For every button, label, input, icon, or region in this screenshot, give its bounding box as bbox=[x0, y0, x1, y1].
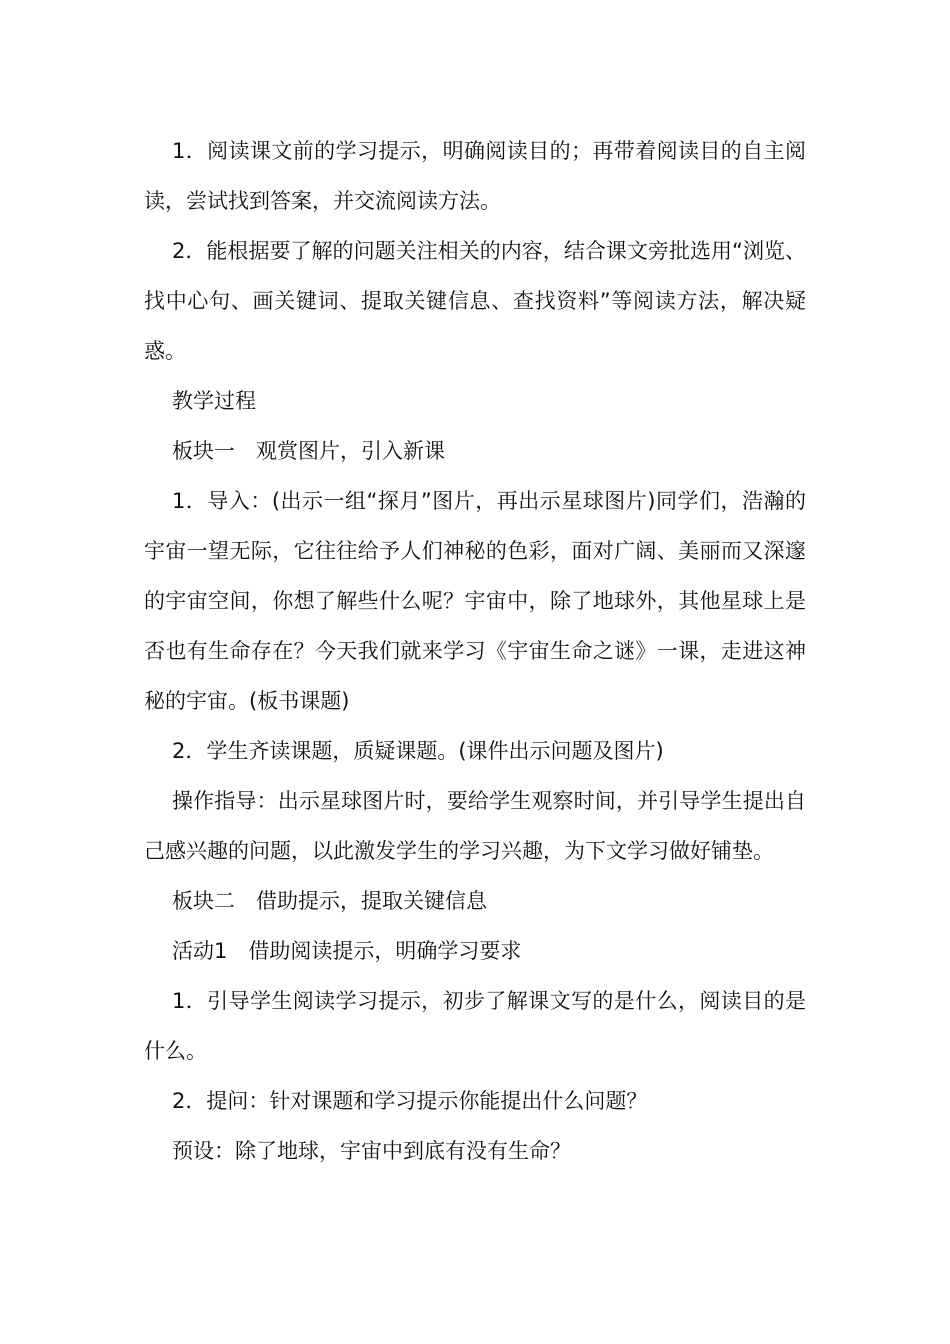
objective-paragraph-2: 2．能根据要了解的问题关注相关的内容，结合课文旁批选用“浏览、找中心句、画关键词、提取关键信息、查找资料”等阅读方法，解决疑惑。 bbox=[144, 239, 806, 363]
module-heading-2: 板块二 借助提示，提取关键信息 bbox=[172, 889, 487, 913]
read-title-paragraph: 2．学生齐读课题，质疑课题。(课件出示问题及图片) bbox=[172, 739, 664, 763]
intro-paragraph: 1．导入：(出示一组“探月”图片，再出示星球图片)同学们，浩瀚的宇宙一望无际，它往往给予人们神秘的色彩，面对广阔、美丽而又深邃的宇宙空间，你想了解些什么呢？宇宙中，除了地球外，其他星球上是否也有生命存在？今天我们就来学习《宇宙生命之谜》一课，走进这神秘的宇宙。(板书课题) bbox=[144, 489, 806, 713]
activity-heading-1: 活动1 借助阅读提示，明确学习要求 bbox=[172, 939, 522, 963]
objective-paragraph-1: 1．阅读课文前的学习提示，明确阅读目的；再带着阅读目的自主阅读，尝试找到答案，并交流阅读方法。 bbox=[144, 139, 806, 213]
module-heading-1: 板块一 观赏图片，引入新课 bbox=[172, 439, 445, 463]
guide-reading-paragraph: 1．引导学生阅读学习提示，初步了解课文写的是什么，阅读目的是什么。 bbox=[144, 989, 806, 1063]
question-paragraph: 2．提问：针对课题和学习提示你能提出什么问题？ bbox=[172, 1089, 648, 1113]
section-heading-teaching-process: 教学过程 bbox=[172, 389, 256, 413]
document-body bbox=[144, 126, 806, 1176]
preset-answer-paragraph: 预设：除了地球，宇宙中到底有没有生命？ bbox=[172, 1139, 571, 1163]
operation-guide-paragraph: 操作指导：出示星球图片时，要给学生观察时间，并引导学生提出自己感兴趣的问题，以此激发学生的学习兴趣，为下文学习做好铺垫。 bbox=[144, 789, 806, 863]
